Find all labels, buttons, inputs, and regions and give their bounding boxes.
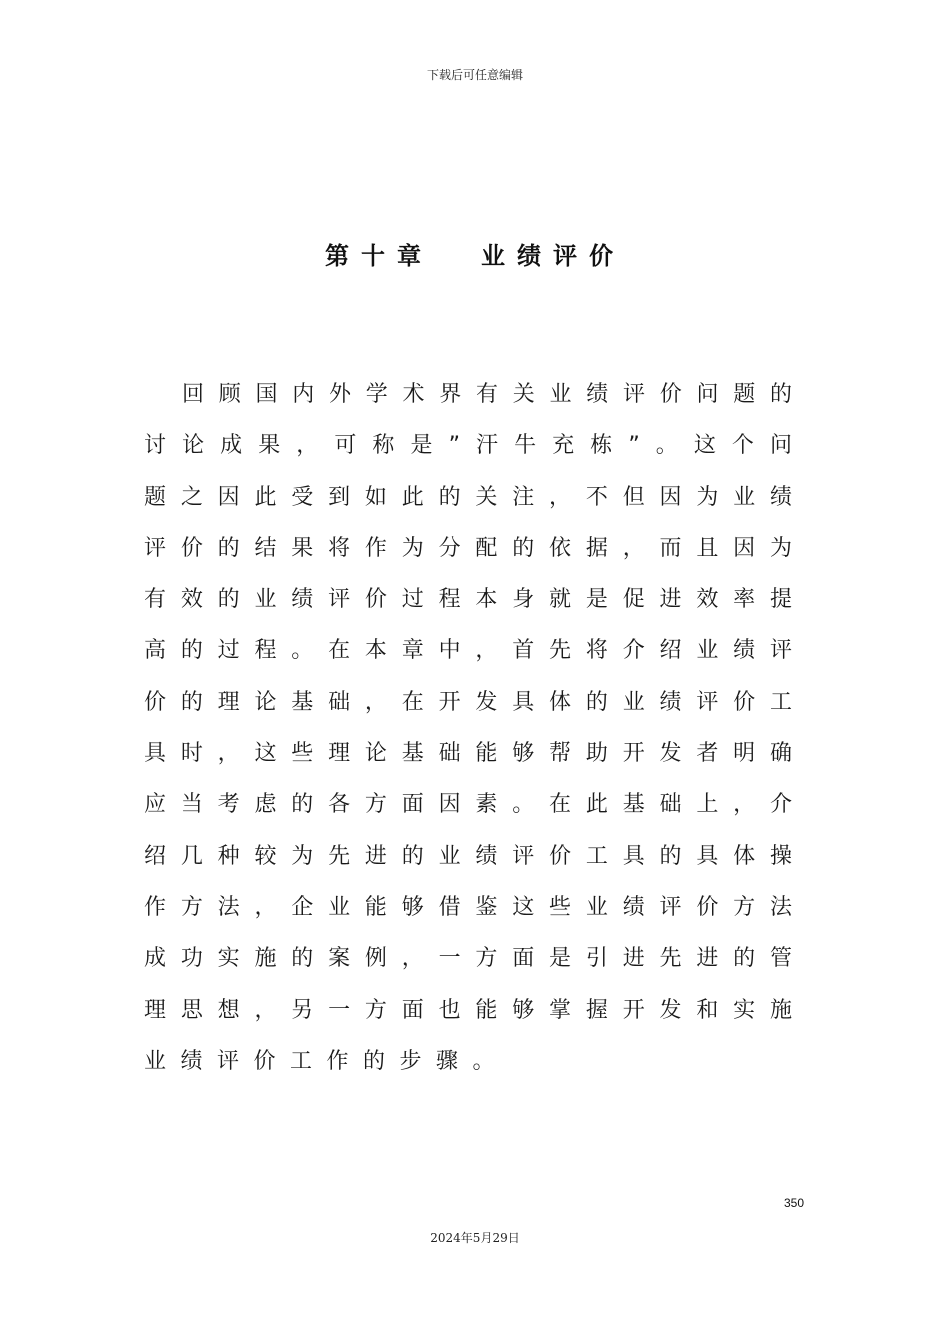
header-note: 下载后可任意编辑 xyxy=(426,68,523,82)
chapter-title xyxy=(0,236,950,271)
footer-date: 2024年5月29日 xyxy=(430,1231,520,1245)
body-line: 应当考虑的各方面因素。在此基础上，介 xyxy=(144,792,792,818)
body-line: 作方法，企业能够借鉴这些业绩评价方法 xyxy=(144,894,792,920)
body-line: 有效的业绩评价过程本身就是促进效率提 xyxy=(144,587,792,613)
body-line: 理思想，另一方面也能够掌握开发和实施 xyxy=(144,997,792,1023)
body-line: 价的理论基础，在开发具体的业绩评价工 xyxy=(144,689,792,715)
body-line: 评价的结果将作为分配的依据，而且因为 xyxy=(144,535,792,561)
chapter-title-text: 业绩评价 xyxy=(481,242,625,270)
body-line: 成功实施的案例，一方面是引进先进的管 xyxy=(144,946,792,972)
body-line: 业绩评价工作的步骤。 xyxy=(144,1048,510,1074)
body-line: 具时，这些理论基础能够帮助开发者明确 xyxy=(144,741,792,767)
page-number: 350 xyxy=(784,1196,805,1210)
body-line: 高的过程。在本章中，首先将介绍业绩评 xyxy=(144,638,792,664)
body-line: 题之因此受到如此的关注，不但因为业绩 xyxy=(144,484,792,510)
body-line: 讨论成果，可称是”汗牛充栋”。这个问 xyxy=(144,433,792,459)
chapter-number-label: 第十章 xyxy=(325,242,433,270)
body-line: 回顾国内外学术界有关业绩评价问题的 xyxy=(182,382,792,407)
body-paragraph xyxy=(144,369,792,1087)
body-line: 绍几种较为先进的业绩评价工具的具体操 xyxy=(144,843,792,869)
